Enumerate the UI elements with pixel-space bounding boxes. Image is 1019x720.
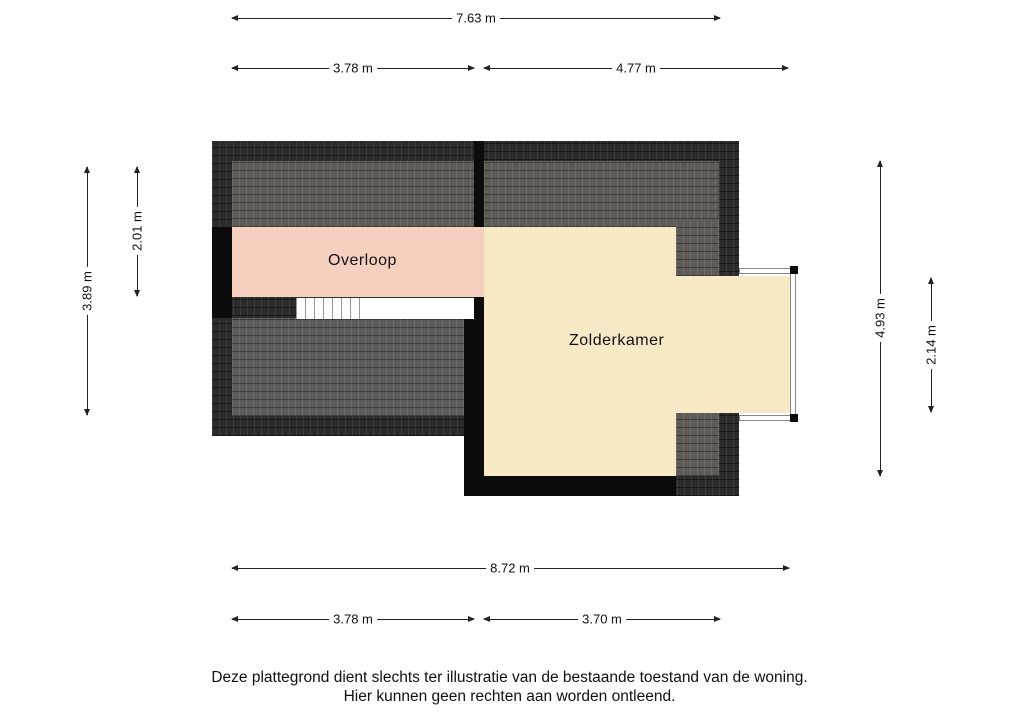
post bbox=[790, 414, 798, 422]
disclaimer-line-1: Deze plattegrond dient slechts ter illustratie van de bestaande toestand van de woning. bbox=[211, 669, 808, 686]
dim-right-inner: 2.14 m bbox=[924, 321, 939, 369]
dim-left-outer: 3.89 m bbox=[80, 267, 95, 315]
roof-inner-bottom-left bbox=[232, 318, 474, 416]
dim-top-right: 4.77 m bbox=[612, 61, 660, 76]
stairs bbox=[296, 297, 474, 319]
roof-inner-right bbox=[676, 220, 719, 276]
dim-top-total: 7.63 m bbox=[452, 11, 500, 26]
room-zolderkamer bbox=[484, 227, 676, 476]
disclaimer-line-2: Hier kunnen geen rechten aan worden ontleend. bbox=[343, 688, 676, 705]
dormer-window-top bbox=[739, 268, 797, 274]
dim-bottom-left: 3.78 m bbox=[329, 612, 377, 627]
dim-right-outer: 4.93 m bbox=[873, 294, 888, 342]
wall-left bbox=[212, 227, 232, 318]
wall-divider bbox=[474, 141, 484, 238]
dormer-window-bottom bbox=[739, 415, 797, 421]
post bbox=[790, 266, 798, 274]
roof-inner-top-left bbox=[232, 161, 474, 227]
room-label-overloop: Overloop bbox=[328, 252, 397, 269]
disclaimer bbox=[0, 668, 1019, 706]
roof-inner-top-right bbox=[484, 161, 719, 227]
room-label-zolderkamer: Zolderkamer bbox=[569, 332, 665, 349]
dim-top-left: 3.78 m bbox=[329, 61, 377, 76]
dim-bottom-right: 3.70 m bbox=[578, 612, 626, 627]
dim-left-inner: 2.01 m bbox=[130, 207, 145, 255]
dormer-window-front bbox=[790, 270, 796, 422]
dim-bottom-total: 8.72 m bbox=[486, 561, 534, 576]
roof-inner-bottom-right bbox=[676, 413, 719, 476]
room-zolderkamer-dormer bbox=[676, 276, 791, 413]
